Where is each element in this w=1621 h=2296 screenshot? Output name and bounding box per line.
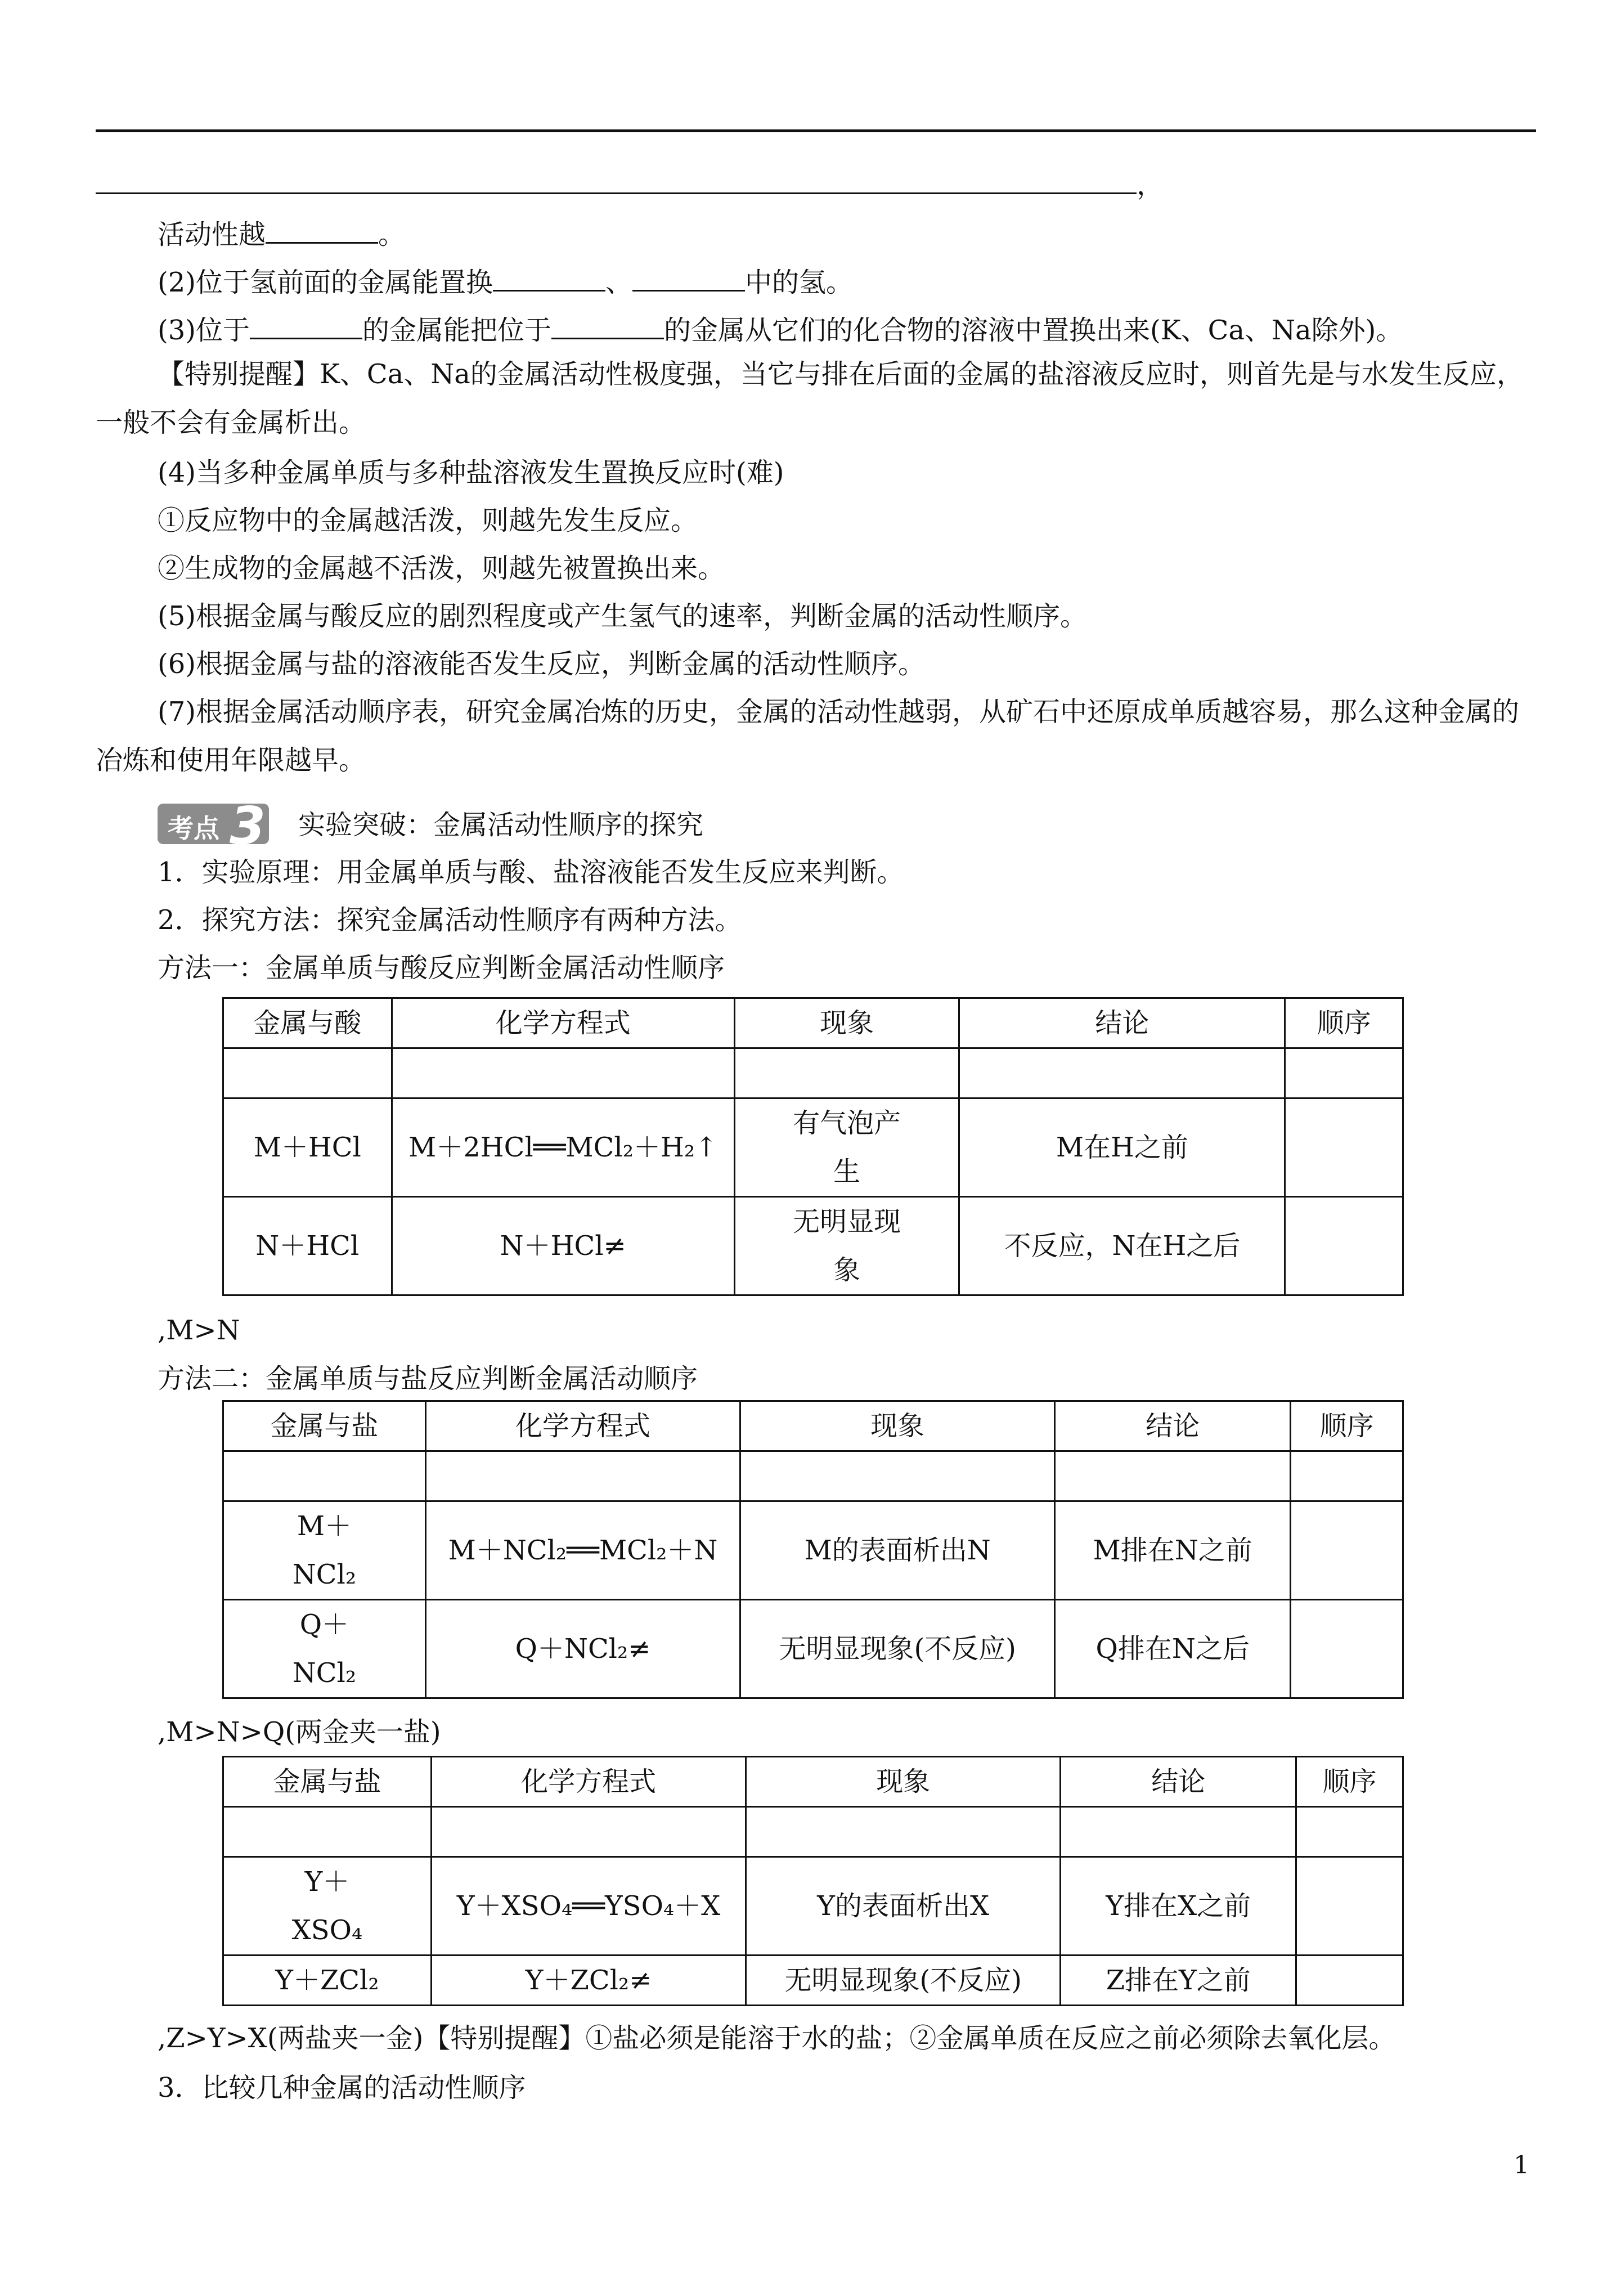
table-header: 顺序 xyxy=(1291,1401,1403,1451)
table-method-1 xyxy=(222,997,1404,1296)
item-4: (4)当多种金属单质与多种盐溶液发生置换反应时(难) xyxy=(158,457,784,488)
table-cell: M＋NCl₂ xyxy=(223,1501,426,1600)
table-cell: Y＋ZCl₂≠ xyxy=(431,1956,746,2006)
item-7: (7)根据金属活动顺序表，研究金属冶炼的历史，金属的活动性越弱，从矿石中还原成单质越容易，那么这种金属的冶炼和使用年限越早。 xyxy=(96,696,1519,776)
empty-cell xyxy=(425,1451,740,1501)
text: ， xyxy=(1137,169,1164,201)
header-rule xyxy=(96,129,1536,132)
table-header: 现象 xyxy=(740,1401,1055,1451)
intro-line-1 xyxy=(158,214,405,252)
empty-cell xyxy=(223,1807,432,1857)
fill-blank[interactable] xyxy=(551,310,664,339)
table-cell xyxy=(1291,1600,1403,1698)
fill-blank[interactable] xyxy=(96,164,1137,194)
section-p2: 2．探究方法：探究金属活动性顺序有两种方法。 xyxy=(158,904,742,936)
table-cell xyxy=(1296,1857,1403,1956)
table-cell: Q排在N之后 xyxy=(1055,1600,1291,1698)
table-header: 化学方程式 xyxy=(425,1401,740,1451)
table-cell xyxy=(1285,1098,1403,1197)
table-cell: M在H之前 xyxy=(959,1098,1285,1197)
item-6: (6)根据金属与盐的溶液能否发生反应，判断金属的活动性顺序。 xyxy=(158,648,925,680)
kaodian-badge xyxy=(158,796,269,856)
table-header: 化学方程式 xyxy=(392,998,734,1048)
empty-cell xyxy=(223,1451,426,1501)
fill-blank[interactable] xyxy=(493,262,605,292)
blank-line-0 xyxy=(96,164,1164,202)
empty-cell xyxy=(1061,1807,1296,1857)
empty-cell xyxy=(1055,1451,1291,1501)
empty-cell xyxy=(1296,1807,1403,1857)
table-cell: Y＋XSO₄══YSO₄＋X xyxy=(431,1857,746,1956)
table-header: 顺序 xyxy=(1285,998,1403,1048)
empty-cell xyxy=(392,1048,734,1098)
text: (3)位于 xyxy=(158,315,250,346)
order-3-reminder: ,Z>Y>X(两盐夹一金)【特别提醒】①盐必须是能溶于水的盐；②金属单质在反应之前必须除去氧化层。 xyxy=(158,2023,1396,2054)
table-method-2 xyxy=(222,1400,1404,1699)
empty-cell xyxy=(1285,1048,1403,1098)
table-cell: Y排在X之前 xyxy=(1061,1857,1296,1956)
table-cell xyxy=(1296,1956,1403,2006)
method-1-title: 方法一：金属单质与酸反应判断金属活动性顺序 xyxy=(158,952,725,984)
table-header: 金属与盐 xyxy=(223,1757,432,1807)
table-header: 金属与盐 xyxy=(223,1401,426,1451)
empty-cell xyxy=(734,1048,959,1098)
table-cell: Z排在Y之前 xyxy=(1061,1956,1296,2006)
section-p3: 3．比较几种金属的活动性顺序 xyxy=(158,2072,526,2104)
table-cell: 无明显现象 xyxy=(734,1197,959,1295)
kaodian-number: 3 xyxy=(230,796,266,856)
text: 中的氢。 xyxy=(745,267,854,298)
text: 、 xyxy=(605,267,633,298)
method-2-title: 方法二：金属单质与盐反应判断金属活动顺序 xyxy=(158,1363,698,1394)
order-2: ,M>N>Q(两金夹一盐) xyxy=(158,1716,441,1748)
fill-blank[interactable] xyxy=(266,214,378,244)
empty-cell xyxy=(223,1048,392,1098)
table-cell: 无明显现象(不反应) xyxy=(740,1600,1055,1698)
table-header: 顺序 xyxy=(1296,1757,1403,1807)
fill-blank[interactable] xyxy=(632,262,745,292)
item-5: (5)根据金属与酸反应的剧烈程度或产生氢气的速率，判断金属的活动性顺序。 xyxy=(158,600,1087,632)
table-cell: N＋HCl xyxy=(223,1197,392,1295)
table-cell xyxy=(1291,1501,1403,1600)
special-reminder: 【特别提醒】K、Ca、Na的金属活动性极度强，当它与排在后面的金属的盐溶液反应时，则首先是与水发生反应，一般不会有金属析出。 xyxy=(96,358,1524,438)
item-3 xyxy=(158,310,1403,347)
table-cell: 无明显现象(不反应) xyxy=(746,1956,1061,2006)
text: 的金属能把位于 xyxy=(362,315,552,346)
table-header: 化学方程式 xyxy=(431,1757,746,1807)
table-header: 现象 xyxy=(734,998,959,1048)
page-number: 1 xyxy=(1514,2151,1529,2180)
empty-cell xyxy=(1291,1451,1403,1501)
table-cell: M的表面析出N xyxy=(740,1501,1055,1600)
table-cell: N＋HCl≠ xyxy=(392,1197,734,1295)
item-4-b: ②生成物的金属越不活泼，则越先被置换出来。 xyxy=(158,553,725,584)
table-header: 结论 xyxy=(1055,1401,1291,1451)
table-header: 金属与酸 xyxy=(223,998,392,1048)
empty-cell xyxy=(746,1807,1061,1857)
order-1: ,M>N xyxy=(158,1315,240,1346)
table-cell: Q＋NCl₂≠ xyxy=(425,1600,740,1698)
table-cell: 有气泡产生 xyxy=(734,1098,959,1197)
empty-cell xyxy=(740,1451,1055,1501)
table-cell: M＋HCl xyxy=(223,1098,392,1197)
table-cell: 不反应，N在H之后 xyxy=(959,1197,1285,1295)
table-cell: Q＋NCl₂ xyxy=(223,1600,426,1698)
table-header: 现象 xyxy=(746,1757,1061,1807)
text: 的金属从它们的化合物的溶液中置换出来(K、Ca、Na除外)。 xyxy=(664,315,1403,346)
section-p1: 1．实验原理：用金属单质与酸、盐溶液能否发生反应来判断。 xyxy=(158,856,904,888)
table-cell: M＋NCl₂══MCl₂＋N xyxy=(425,1501,740,1600)
text: 。 xyxy=(378,219,406,250)
table-method-3 xyxy=(222,1756,1404,2006)
table-header: 结论 xyxy=(959,998,1285,1048)
item-4-a: ①反应物中的金属越活泼，则越先发生反应。 xyxy=(158,505,698,536)
kaodian-label: 考点 xyxy=(168,813,219,844)
empty-cell xyxy=(959,1048,1285,1098)
kaodian-title: 实验突破：金属活动性顺序的探究 xyxy=(298,809,704,841)
table-cell: Y＋XSO₄ xyxy=(223,1857,432,1956)
table-cell: M＋2HCl══MCl₂＋H₂↑ xyxy=(392,1098,734,1197)
fill-blank[interactable] xyxy=(250,310,362,339)
table-cell xyxy=(1285,1197,1403,1295)
table-cell: Y的表面析出X xyxy=(746,1857,1061,1956)
empty-cell xyxy=(431,1807,746,1857)
text: (2)位于氢前面的金属能置换 xyxy=(158,267,493,298)
table-cell: Y＋ZCl₂ xyxy=(223,1956,432,2006)
table-header: 结论 xyxy=(1061,1757,1296,1807)
item-2 xyxy=(158,262,853,299)
text: 活动性越 xyxy=(158,219,266,250)
table-cell: M排在N之前 xyxy=(1055,1501,1291,1600)
